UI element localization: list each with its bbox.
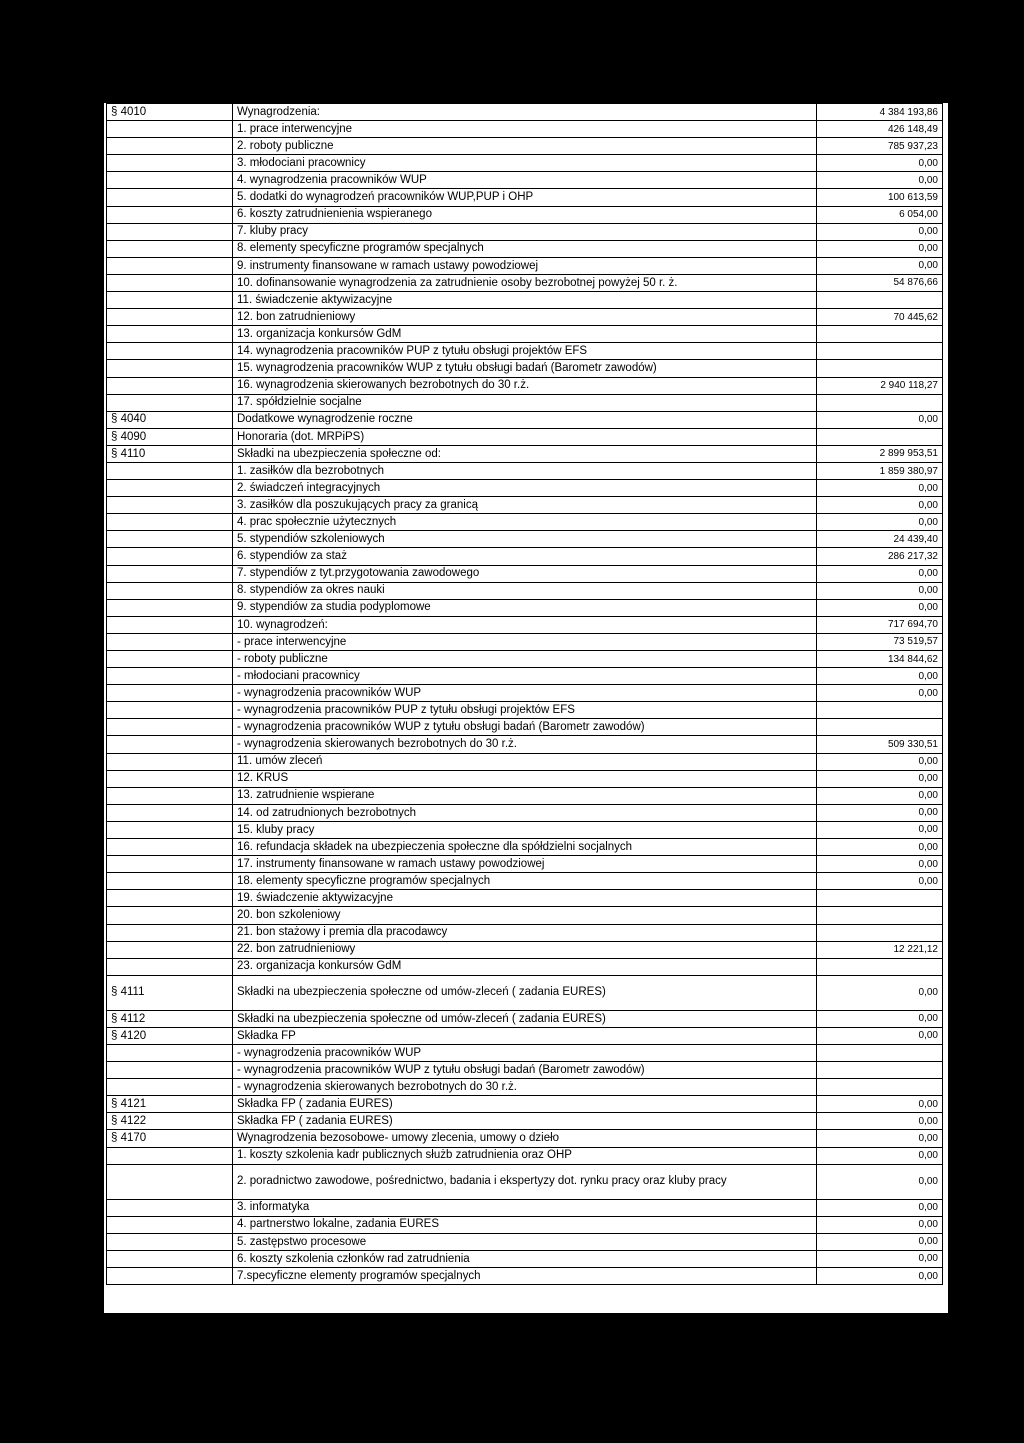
row-code — [107, 924, 233, 941]
table-row — [107, 292, 943, 309]
table-row — [107, 1199, 943, 1216]
row-description: 5. stypendiów szkoleniowych — [233, 531, 817, 548]
row-code — [107, 702, 233, 719]
row-amount: 0,00 — [817, 668, 943, 685]
table-row — [107, 155, 943, 172]
table-row — [107, 394, 943, 411]
row-amount: 0,00 — [817, 770, 943, 787]
table-row — [107, 189, 943, 206]
table-row — [107, 1079, 943, 1096]
document-page — [104, 103, 948, 1313]
row-amount — [817, 907, 943, 924]
row-amount: 0,00 — [817, 1250, 943, 1267]
row-amount: 0,00 — [817, 1233, 943, 1250]
row-code — [107, 1062, 233, 1079]
row-amount: 785 937,23 — [817, 138, 943, 155]
row-code — [107, 1147, 233, 1164]
row-description: 1. zasiłków dla bezrobotnych — [233, 462, 817, 479]
row-description: 18. elementy specyficzne programów specjalnych — [233, 873, 817, 890]
row-amount: 12 221,12 — [817, 941, 943, 958]
table-row — [107, 1147, 943, 1164]
row-code — [107, 804, 233, 821]
row-amount: 24 439,40 — [817, 531, 943, 548]
row-code — [107, 1268, 233, 1285]
row-amount: 0,00 — [817, 856, 943, 873]
table-row — [107, 1233, 943, 1250]
table-row — [107, 274, 943, 291]
row-code: § 4121 — [107, 1096, 233, 1113]
row-description: 4. prac społecznie użytecznych — [233, 514, 817, 531]
table-row — [107, 223, 943, 240]
row-amount: 0,00 — [817, 1130, 943, 1147]
row-description: 17. instrumenty finansowane w ramach ustawy powodziowej — [233, 856, 817, 873]
row-description: 3. młodociani pracownicy — [233, 155, 817, 172]
table-row — [107, 685, 943, 702]
table-row — [107, 907, 943, 924]
row-description: - roboty publiczne — [233, 651, 817, 668]
row-amount — [817, 890, 943, 907]
row-amount — [817, 360, 943, 377]
row-amount: 100 613,59 — [817, 189, 943, 206]
row-amount: 286 217,32 — [817, 548, 943, 565]
table-row — [107, 1164, 943, 1199]
row-amount: 509 330,51 — [817, 736, 943, 753]
row-description: 6. koszty szkolenia członków rad zatrudnienia — [233, 1250, 817, 1267]
row-description: 13. zatrudnienie wspierane — [233, 787, 817, 804]
row-description: 5. zastępstwo procesowe — [233, 1233, 817, 1250]
budget-table-body — [107, 104, 943, 1285]
row-amount: 2 940 118,27 — [817, 377, 943, 394]
table-row — [107, 839, 943, 856]
row-code — [107, 736, 233, 753]
table-row — [107, 497, 943, 514]
row-amount: 0,00 — [817, 804, 943, 821]
row-amount: 0,00 — [817, 257, 943, 274]
row-description: - wynagrodzenia pracowników WUP — [233, 1044, 817, 1061]
row-description: 10. dofinansowanie wynagrodzenia za zatrudnienie osoby bezrobotnej powyżej 50 r. ż. — [233, 274, 817, 291]
row-code — [107, 223, 233, 240]
row-code — [107, 514, 233, 531]
row-code — [107, 958, 233, 975]
row-amount — [817, 1044, 943, 1061]
row-code — [107, 274, 233, 291]
row-description: 5. dodatki do wynagrodzeń pracowników WUP,PUP i OHP — [233, 189, 817, 206]
row-code — [107, 856, 233, 873]
row-amount: 0,00 — [817, 753, 943, 770]
table-row — [107, 172, 943, 189]
row-amount: 0,00 — [817, 1147, 943, 1164]
row-code — [107, 1044, 233, 1061]
row-description: 19. świadczenie aktywizacyjne — [233, 890, 817, 907]
table-row — [107, 599, 943, 616]
row-description: - prace interwencyjne — [233, 633, 817, 650]
row-amount — [817, 719, 943, 736]
table-row — [107, 856, 943, 873]
row-code — [107, 531, 233, 548]
row-description: 2. świadczeń integracyjnych — [233, 480, 817, 497]
row-description: 3. informatyka — [233, 1199, 817, 1216]
row-description: 15. kluby pracy — [233, 821, 817, 838]
row-description: - młodociani pracownicy — [233, 668, 817, 685]
table-row — [107, 1250, 943, 1267]
row-amount — [817, 394, 943, 411]
row-code — [107, 138, 233, 155]
table-row — [107, 257, 943, 274]
row-amount: 0,00 — [817, 975, 943, 1010]
row-code — [107, 907, 233, 924]
row-amount: 1 859 380,97 — [817, 462, 943, 479]
table-row — [107, 1062, 943, 1079]
row-code: § 4010 — [107, 104, 233, 121]
table-row — [107, 1216, 943, 1233]
row-description: - wynagrodzenia pracowników PUP z tytułu obsługi projektów EFS — [233, 702, 817, 719]
row-description: 11. umów zleceń — [233, 753, 817, 770]
row-code — [107, 599, 233, 616]
row-amount — [817, 1062, 943, 1079]
row-code — [107, 240, 233, 257]
row-code — [107, 360, 233, 377]
row-code — [107, 1164, 233, 1199]
row-description: 21. bon stażowy i premia dla pracodawcy — [233, 924, 817, 941]
row-amount: 0,00 — [817, 685, 943, 702]
table-row — [107, 138, 943, 155]
row-code — [107, 326, 233, 343]
row-amount: 4 384 193,86 — [817, 104, 943, 121]
row-code — [107, 787, 233, 804]
row-description: Wynagrodzenia: — [233, 104, 817, 121]
table-row — [107, 890, 943, 907]
row-description: - wynagrodzenia skierowanych bezrobotnych do 30 r.ż. — [233, 1079, 817, 1096]
row-description: 17. spółdzielnie socjalne — [233, 394, 817, 411]
row-description: Składka FP ( zadania EURES) — [233, 1113, 817, 1130]
row-amount: 6 054,00 — [817, 206, 943, 223]
row-amount — [817, 428, 943, 445]
table-row — [107, 668, 943, 685]
row-code — [107, 1216, 233, 1233]
table-row — [107, 1268, 943, 1285]
row-description: 1. koszty szkolenia kadr publicznych służb zatrudnienia oraz OHP — [233, 1147, 817, 1164]
row-amount: 70 445,62 — [817, 309, 943, 326]
row-code — [107, 462, 233, 479]
row-code — [107, 497, 233, 514]
row-amount — [817, 924, 943, 941]
row-description: 6. stypendiów za staż — [233, 548, 817, 565]
budget-table — [106, 103, 943, 1285]
table-row — [107, 787, 943, 804]
row-amount: 0,00 — [817, 514, 943, 531]
table-row — [107, 633, 943, 650]
row-description: 13. organizacja konkursów GdM — [233, 326, 817, 343]
row-code — [107, 1233, 233, 1250]
table-row — [107, 480, 943, 497]
row-amount: 0,00 — [817, 1096, 943, 1113]
row-description: 7. stypendiów z tyt.przygotowania zawodowego — [233, 565, 817, 582]
row-description: 14. wynagrodzenia pracowników PUP z tytułu obsługi projektów EFS — [233, 343, 817, 360]
table-row — [107, 924, 943, 941]
row-code — [107, 292, 233, 309]
table-row — [107, 1010, 943, 1027]
row-description: - wynagrodzenia pracowników WUP z tytułu obsługi badań (Barometr zawodów) — [233, 719, 817, 736]
table-row — [107, 736, 943, 753]
row-code: § 4090 — [107, 428, 233, 445]
row-amount: 54 876,66 — [817, 274, 943, 291]
row-code: § 4122 — [107, 1113, 233, 1130]
table-row — [107, 309, 943, 326]
row-amount: 426 148,49 — [817, 121, 943, 138]
row-code — [107, 1199, 233, 1216]
row-amount: 0,00 — [817, 1027, 943, 1044]
row-description: 20. bon szkoleniowy — [233, 907, 817, 924]
row-amount: 0,00 — [817, 565, 943, 582]
row-description: 2. roboty publiczne — [233, 138, 817, 155]
row-amount: 0,00 — [817, 155, 943, 172]
row-description: Honoraria (dot. MRPiPS) — [233, 428, 817, 445]
row-code — [107, 1079, 233, 1096]
row-amount: 134 844,62 — [817, 651, 943, 668]
table-row — [107, 753, 943, 770]
table-row — [107, 445, 943, 462]
row-amount: 0,00 — [817, 1199, 943, 1216]
table-row — [107, 975, 943, 1010]
row-description: 6. koszty zatrudnienienia wspieranego — [233, 206, 817, 223]
row-description: 4. wynagrodzenia pracowników WUP — [233, 172, 817, 189]
row-description: Składki na ubezpieczenia społeczne od: — [233, 445, 817, 462]
row-code: § 4111 — [107, 975, 233, 1010]
table-row — [107, 1027, 943, 1044]
row-description: 7. kluby pracy — [233, 223, 817, 240]
row-description: 1. prace interwencyjne — [233, 121, 817, 138]
row-description: 12. KRUS — [233, 770, 817, 787]
row-description: 23. organizacja konkursów GdM — [233, 958, 817, 975]
row-amount: 0,00 — [817, 497, 943, 514]
row-description: 8. elementy specyficzne programów specjalnych — [233, 240, 817, 257]
table-row — [107, 121, 943, 138]
row-description: - wynagrodzenia skierowanych bezrobotnych do 30 r.ż. — [233, 736, 817, 753]
row-code: § 4112 — [107, 1010, 233, 1027]
row-code — [107, 206, 233, 223]
table-row — [107, 702, 943, 719]
row-amount: 2 899 953,51 — [817, 445, 943, 462]
row-amount — [817, 343, 943, 360]
table-row — [107, 104, 943, 121]
row-description: 10. wynagrodzeń: — [233, 616, 817, 633]
row-code — [107, 633, 233, 650]
row-code — [107, 343, 233, 360]
row-code: § 4110 — [107, 445, 233, 462]
row-description: 3. zasiłków dla poszukujących pracy za granicą — [233, 497, 817, 514]
table-row — [107, 411, 943, 428]
row-amount: 0,00 — [817, 873, 943, 890]
row-code — [107, 821, 233, 838]
table-row — [107, 958, 943, 975]
row-amount: 0,00 — [817, 599, 943, 616]
table-row — [107, 240, 943, 257]
table-row — [107, 873, 943, 890]
row-code — [107, 394, 233, 411]
row-code — [107, 309, 233, 326]
row-code — [107, 121, 233, 138]
row-amount: 0,00 — [817, 480, 943, 497]
table-row — [107, 428, 943, 445]
row-description: 2. poradnictwo zawodowe, pośrednictwo, badania i ekspertyzy dot. rynku pracy oraz kluby pracy — [233, 1164, 817, 1199]
row-description: Składki na ubezpieczenia społeczne od umów-zleceń ( zadania EURES) — [233, 975, 817, 1010]
row-description: 4. partnerstwo lokalne, zadania EURES — [233, 1216, 817, 1233]
row-amount: 0,00 — [817, 411, 943, 428]
table-row — [107, 206, 943, 223]
row-description: Składki na ubezpieczenia społeczne od umów-zleceń ( zadania EURES) — [233, 1010, 817, 1027]
row-code — [107, 941, 233, 958]
row-description: 12. bon zatrudnieniowy — [233, 309, 817, 326]
row-code — [107, 1250, 233, 1267]
row-amount: 0,00 — [817, 1268, 943, 1285]
row-code: § 4040 — [107, 411, 233, 428]
table-row — [107, 514, 943, 531]
row-amount: 0,00 — [817, 240, 943, 257]
row-description: 16. wynagrodzenia skierowanych bezrobotnych do 30 r.ż. — [233, 377, 817, 394]
table-row — [107, 360, 943, 377]
row-amount — [817, 702, 943, 719]
row-amount: 0,00 — [817, 839, 943, 856]
row-code — [107, 668, 233, 685]
row-amount — [817, 292, 943, 309]
table-row — [107, 326, 943, 343]
row-description: 8. stypendiów za okres nauki — [233, 582, 817, 599]
row-code — [107, 257, 233, 274]
table-row — [107, 941, 943, 958]
table-row — [107, 1044, 943, 1061]
row-amount: 0,00 — [817, 1113, 943, 1130]
row-description: 15. wynagrodzenia pracowników WUP z tytułu obsługi badań (Barometr zawodów) — [233, 360, 817, 377]
row-code — [107, 770, 233, 787]
table-row — [107, 343, 943, 360]
row-description: 16. refundacja składek na ubezpieczenia społeczne dla spółdzielni socjalnych — [233, 839, 817, 856]
row-description: - wynagrodzenia pracowników WUP z tytułu obsługi badań (Barometr zawodów) — [233, 1062, 817, 1079]
table-row — [107, 804, 943, 821]
row-description: 9. instrumenty finansowane w ramach ustawy powodziowej — [233, 257, 817, 274]
row-description: 14. od zatrudnionych bezrobotnych — [233, 804, 817, 821]
table-row — [107, 462, 943, 479]
row-amount — [817, 958, 943, 975]
row-code — [107, 565, 233, 582]
table-row — [107, 719, 943, 736]
row-description: 22. bon zatrudnieniowy — [233, 941, 817, 958]
row-amount: 0,00 — [817, 1216, 943, 1233]
row-code — [107, 719, 233, 736]
table-row — [107, 616, 943, 633]
row-code — [107, 753, 233, 770]
table-row — [107, 582, 943, 599]
row-code — [107, 839, 233, 856]
row-amount: 0,00 — [817, 582, 943, 599]
row-amount: 717 694,70 — [817, 616, 943, 633]
table-row — [107, 821, 943, 838]
row-description: 11. świadczenie aktywizacyjne — [233, 292, 817, 309]
row-amount — [817, 326, 943, 343]
row-code — [107, 873, 233, 890]
table-row — [107, 548, 943, 565]
row-code — [107, 616, 233, 633]
table-row — [107, 377, 943, 394]
row-description: 9. stypendiów za studia podyplomowe — [233, 599, 817, 616]
row-code — [107, 582, 233, 599]
row-code — [107, 172, 233, 189]
row-code: § 4120 — [107, 1027, 233, 1044]
row-amount: 0,00 — [817, 1010, 943, 1027]
row-amount: 0,00 — [817, 787, 943, 804]
table-row — [107, 565, 943, 582]
row-amount: 0,00 — [817, 821, 943, 838]
row-description: Dodatkowe wynagrodzenie roczne — [233, 411, 817, 428]
row-code — [107, 651, 233, 668]
row-code — [107, 377, 233, 394]
row-description: Składka FP ( zadania EURES) — [233, 1096, 817, 1113]
row-description: 7.specyficzne elementy programów specjalnych — [233, 1268, 817, 1285]
table-row — [107, 770, 943, 787]
row-description: Składka FP — [233, 1027, 817, 1044]
table-row — [107, 531, 943, 548]
table-row — [107, 1130, 943, 1147]
row-amount: 0,00 — [817, 1164, 943, 1199]
table-row — [107, 1113, 943, 1130]
row-description: Wynagrodzenia bezosobowe- umowy zlecenia, umowy o dzieło — [233, 1130, 817, 1147]
row-amount — [817, 1079, 943, 1096]
row-code — [107, 548, 233, 565]
row-description: - wynagrodzenia pracowników WUP — [233, 685, 817, 702]
row-amount: 73 519,57 — [817, 633, 943, 650]
row-amount: 0,00 — [817, 223, 943, 240]
row-code — [107, 155, 233, 172]
row-code: § 4170 — [107, 1130, 233, 1147]
row-code — [107, 189, 233, 206]
row-code — [107, 890, 233, 907]
table-row — [107, 651, 943, 668]
row-amount: 0,00 — [817, 172, 943, 189]
table-row — [107, 1096, 943, 1113]
row-code — [107, 480, 233, 497]
row-code — [107, 685, 233, 702]
